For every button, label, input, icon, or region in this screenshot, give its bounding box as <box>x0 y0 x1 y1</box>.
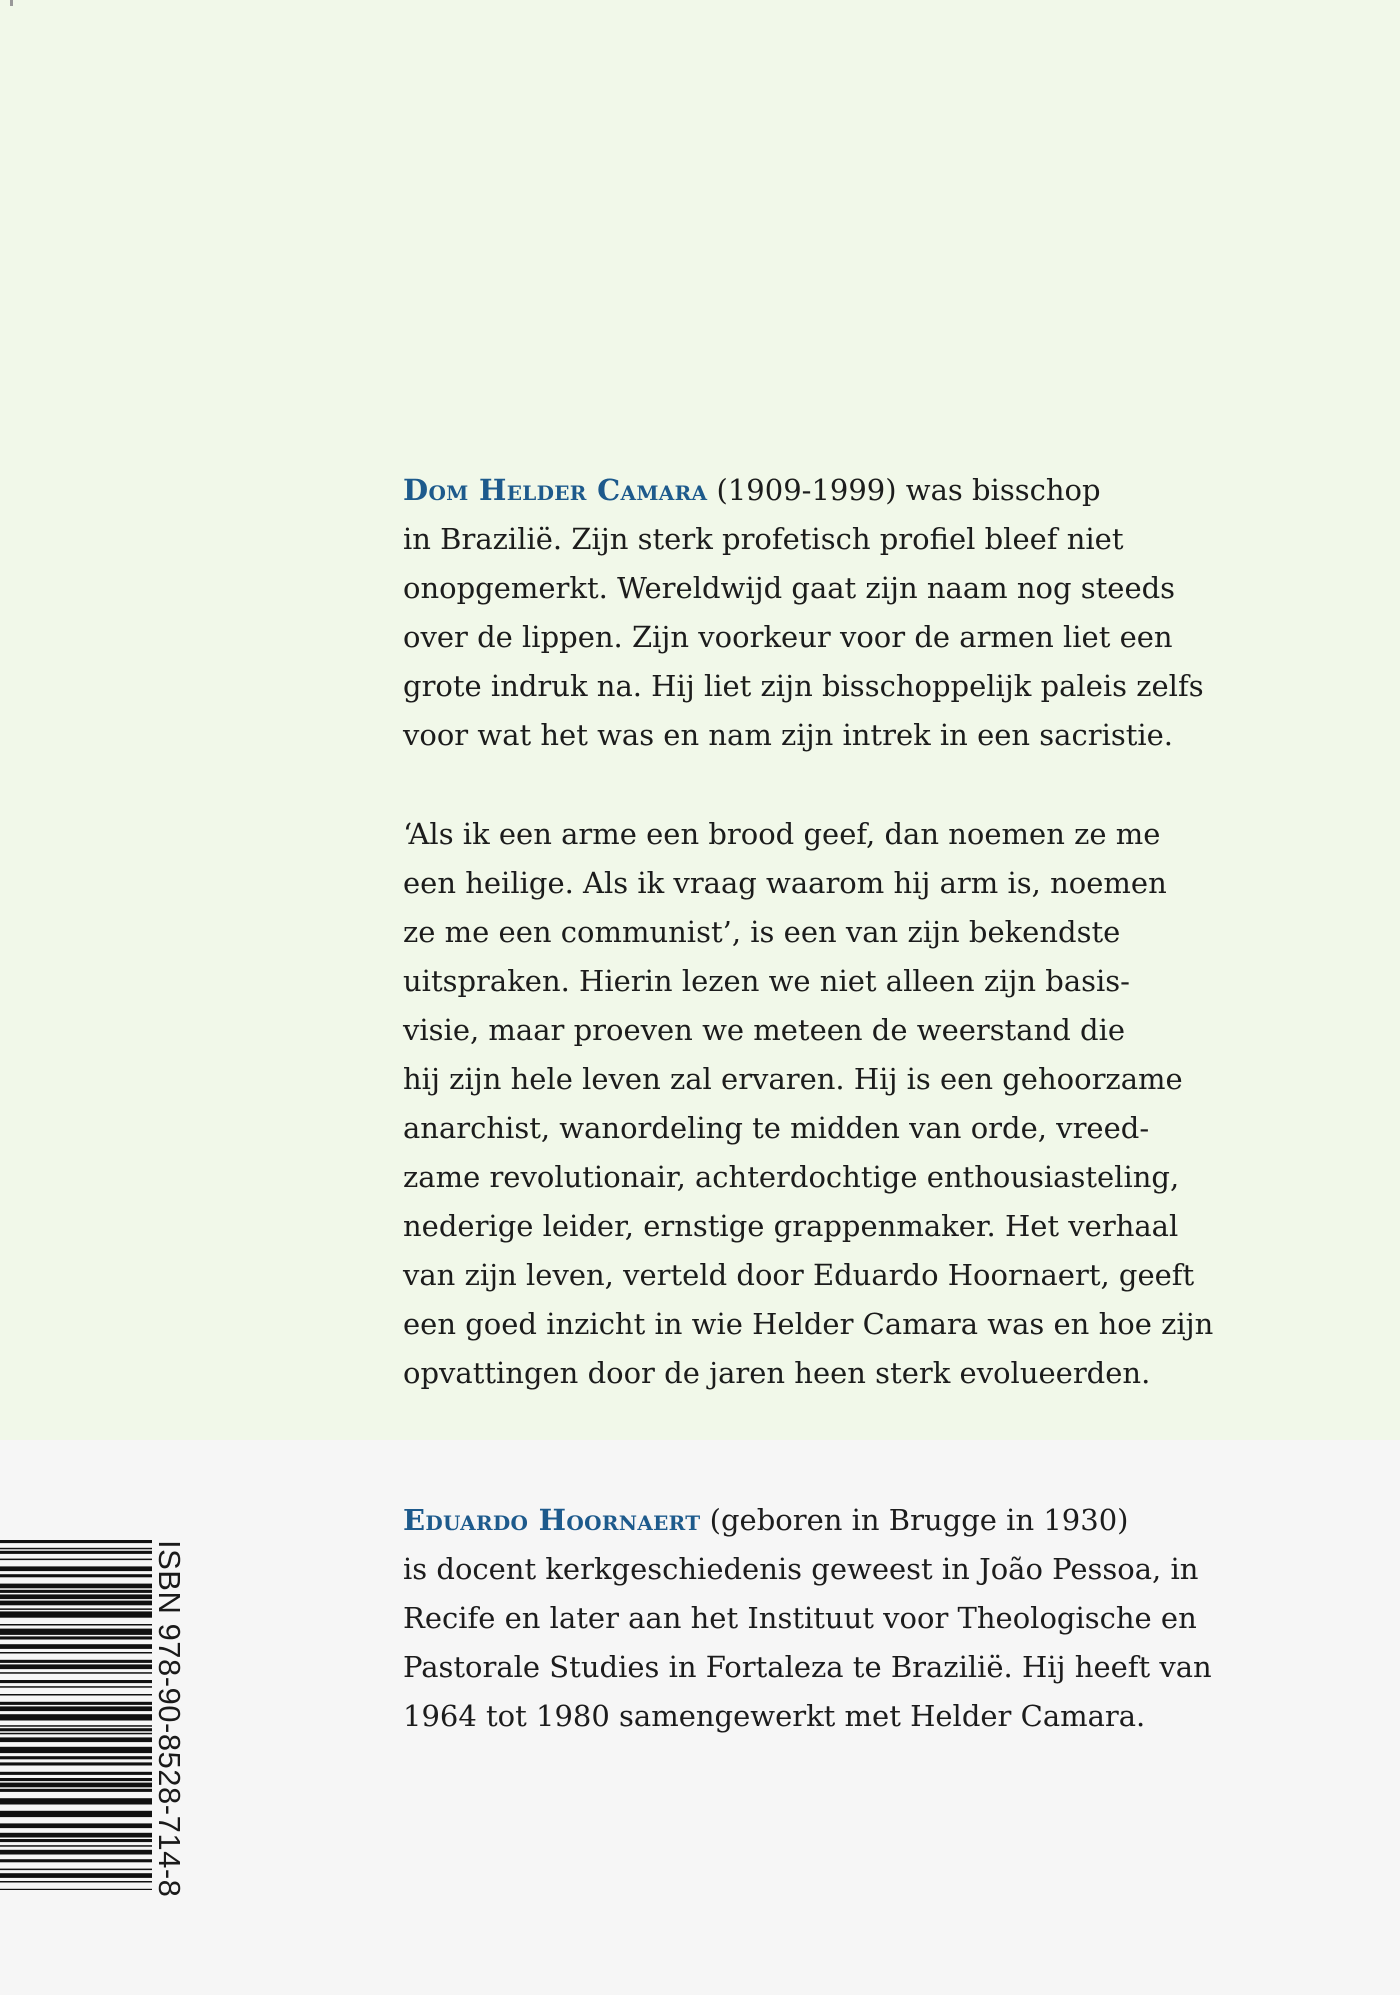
barcode-bar <box>0 1733 152 1735</box>
barcode-bar <box>0 1789 152 1792</box>
quote-paragraph <box>403 810 1214 1398</box>
quote-line: nederige leider, ernstige grappenmaker. Het verhaal <box>403 1209 1179 1243</box>
barcode-bar <box>0 1869 152 1871</box>
barcode-bar <box>0 1629 152 1635</box>
barcode-bar <box>0 1672 152 1674</box>
quote-line: opvattingen door de jaren heen sterk evolueerden. <box>403 1356 1151 1390</box>
barcode-bar <box>0 1601 152 1606</box>
barcode-bar <box>0 1574 152 1577</box>
author-line: 1964 tot 1980 samengewerkt met Helder Camara. <box>403 1699 1146 1733</box>
bio-line: over de lippen. Zijn voorkeur voor de armen liet een <box>403 620 1173 654</box>
author-line: Recife en later aan het Instituut voor Theologische en <box>403 1601 1197 1635</box>
author-line: is docent kerkgeschiedenis geweest in João Pessoa, in <box>403 1552 1199 1586</box>
author-line-1: Eduardo Hoornaert (geboren in Brugge in 1930) <box>403 1503 1129 1537</box>
barcode-bar <box>0 1728 152 1731</box>
barcode-bar <box>0 1680 152 1683</box>
barcode-bar <box>0 1747 152 1753</box>
quote-line: zame revolutionair, achterdochtige enthousiasteling, <box>403 1160 1180 1194</box>
barcode-bar <box>0 1762 152 1765</box>
quote-line: van zijn leven, verteld door Eduardo Hoornaert, geeft <box>403 1258 1195 1292</box>
author-bio-paragraph <box>403 1496 1212 1741</box>
barcode-bar <box>0 1559 152 1561</box>
barcode-bar <box>0 1590 152 1593</box>
barcode-bar <box>0 1772 152 1775</box>
barcode-bar <box>0 1714 152 1720</box>
barcode-bar <box>0 1702 152 1705</box>
barcode-bar <box>0 1873 152 1878</box>
bio-line: in Brazilië. Zijn sterk profetisch profiel bleef niet <box>403 522 1124 556</box>
isbn-number: ISBN 978-90-8528-714-8 <box>152 1540 187 1898</box>
barcode-bar <box>0 1636 152 1639</box>
barcode-bar <box>0 1694 152 1696</box>
barcode-bar <box>0 1551 152 1554</box>
barcode-bar <box>0 1798 152 1804</box>
author-line: Pastorale Studies in Fortaleza te Brazilië. Hij heeft van <box>403 1650 1212 1684</box>
quote-line: anarchist, wanordeling te midden van orde, vreed- <box>403 1111 1150 1145</box>
barcode-bar <box>0 1660 152 1663</box>
camara-name: Dom Helder Camara <box>403 473 708 507</box>
barcode-bar <box>0 1664 152 1669</box>
quote-line: visie, maar proeven we meteen de weerstand die <box>403 1013 1126 1047</box>
crop-mark <box>10 0 13 6</box>
barcode-bar <box>0 1624 152 1626</box>
barcode-bar <box>0 1859 152 1862</box>
barcode-bar <box>0 1584 152 1589</box>
barcode-bar <box>0 1823 152 1828</box>
camara-bio-paragraph <box>403 466 1204 760</box>
barcode-icon <box>0 1540 152 1890</box>
barcode-bar <box>0 1889 152 1890</box>
barcode-bar <box>0 1548 152 1550</box>
quote-line: een goed inzicht in wie Helder Camara was en hoe zijn <box>403 1307 1214 1341</box>
barcode-bar <box>0 1594 152 1599</box>
barcode-bar <box>0 1608 152 1610</box>
barcode-bar <box>0 1833 152 1838</box>
author-name: Eduardo Hoornaert <box>403 1503 701 1537</box>
barcode-bar <box>0 1725 152 1727</box>
isbn-barcode-area <box>0 1540 200 1898</box>
bio-line: grote indruk na. Hij liet zijn bisschoppelijk paleis zelfs <box>403 669 1204 703</box>
barcode-bar <box>0 1811 152 1817</box>
barcode-bar <box>0 1540 152 1543</box>
barcode-bar <box>0 1566 152 1571</box>
quote-line: ‘Als ik een arme een brood geef, dan noemen ze me <box>403 817 1161 851</box>
bio-line: voor wat het was en nam zijn intrek in een sacristie. <box>403 718 1174 752</box>
barcode-bar <box>0 1686 152 1688</box>
quote-line: een heilige. Als ik vraag waarom hij arm is, noemen <box>403 866 1167 900</box>
barcode-bar <box>0 1778 152 1781</box>
barcode-bar <box>0 1652 152 1654</box>
barcode-bar <box>0 1644 152 1649</box>
barcode-bar <box>0 1756 152 1759</box>
barcode-bar <box>0 1839 152 1842</box>
barcode-bar <box>0 1845 152 1847</box>
quote-line: ze me een communist’, is een van zijn bekendste <box>403 915 1121 949</box>
quote-line: hij zijn hele leven zal ervaren. Hij is een gehoorzame <box>403 1062 1183 1096</box>
barcode-bar <box>0 1783 152 1788</box>
bio-line: onopgemerkt. Wereldwijd gaat zijn naam nog steeds <box>403 571 1176 605</box>
barcode-bar <box>0 1737 152 1742</box>
barcode-bar <box>0 1881 152 1883</box>
barcode-bar <box>0 1611 152 1617</box>
barcode-bar <box>0 1850 152 1855</box>
barcode-bar <box>0 1706 152 1711</box>
bio-line-1: Dom Helder Camara (1909-1999) was bisschop <box>403 473 1101 507</box>
quote-line: uitspraken. Hierin lezen we niet alleen zijn basis- <box>403 964 1130 998</box>
